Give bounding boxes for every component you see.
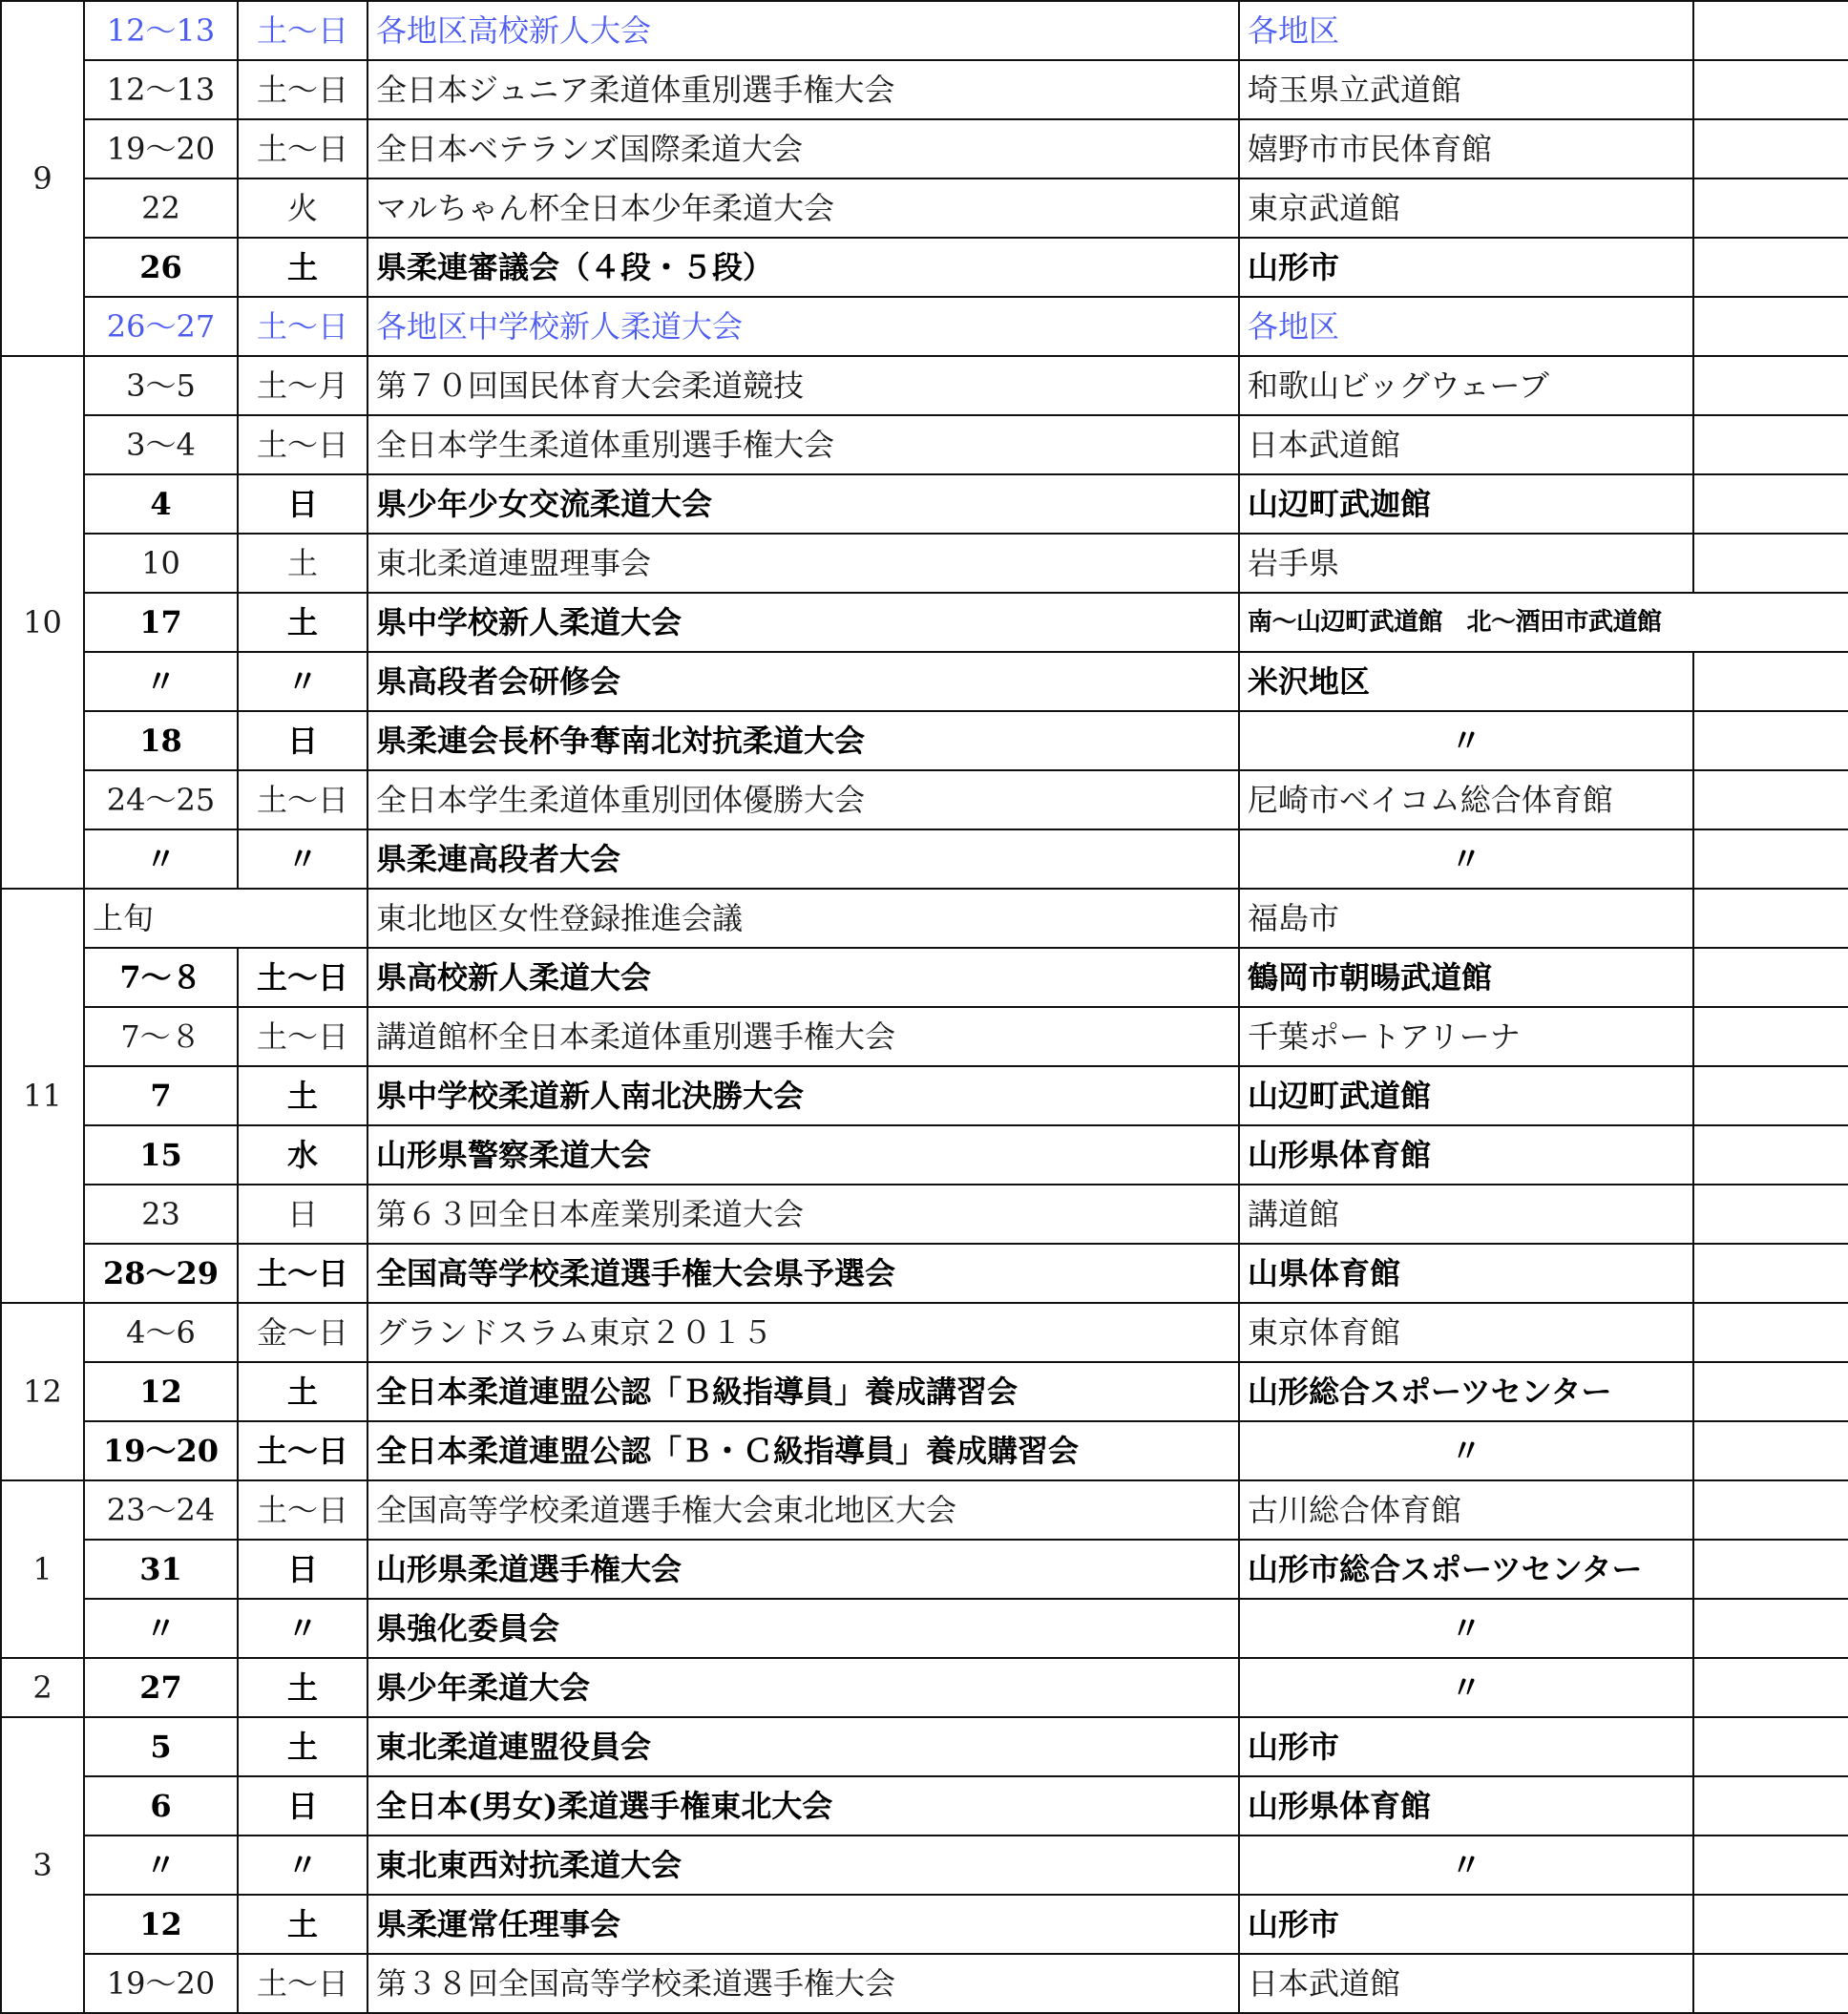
day-cell: 28～29: [84, 1244, 238, 1303]
day-cell: 3～4: [84, 415, 238, 474]
event-cell: 各地区中学校新人柔道大会: [368, 297, 1239, 356]
day-cell: 27: [84, 1658, 238, 1717]
venue-cell: 和歌山ビッグウェーブ: [1239, 356, 1693, 415]
event-cell: 県柔運常任理事会: [368, 1895, 1239, 1954]
notes-cell: [1693, 178, 1848, 238]
day-cell: 26～27: [84, 297, 238, 356]
event-cell: 県中学校新人柔道大会: [368, 593, 1239, 652]
notes-cell: [1693, 1540, 1848, 1599]
weekday-cell: 土: [238, 1658, 368, 1717]
schedule-row: [1, 297, 1848, 356]
venue-cell: 岩手県: [1239, 534, 1693, 593]
weekday-cell: 土: [238, 238, 368, 297]
schedule-row: [1, 1836, 1848, 1895]
weekday-cell: 土～日: [238, 1954, 368, 2013]
event-cell: 県中学校柔道新人南北決勝大会: [368, 1066, 1239, 1125]
day-cell: 17: [84, 593, 238, 652]
weekday-cell: 〃: [238, 1836, 368, 1895]
notes-cell: [1693, 770, 1848, 829]
weekday-cell: 日: [238, 1540, 368, 1599]
venue-cell: 山形市: [1239, 1895, 1693, 1954]
schedule-row: [1, 534, 1848, 593]
notes-cell: [1693, 415, 1848, 474]
notes-cell: [1693, 889, 1848, 948]
notes-cell: [1693, 1125, 1848, 1185]
day-cell: 〃: [84, 652, 238, 711]
day-cell: 上旬: [84, 889, 368, 948]
venue-cell: 山形県体育館: [1239, 1125, 1693, 1185]
month-cell: 2: [1, 1658, 84, 1717]
weekday-cell: 土～日: [238, 1480, 368, 1540]
notes-cell: [1693, 948, 1848, 1007]
event-cell: 全日本学生柔道体重別団体優勝大会: [368, 770, 1239, 829]
event-cell: 第３８回全国高等学校柔道選手権大会: [368, 1954, 1239, 2013]
schedule-row: [1, 1480, 1848, 1540]
day-cell: 19～20: [84, 1954, 238, 2013]
event-cell: 東北柔道連盟理事会: [368, 534, 1239, 593]
schedule-row: [1, 1954, 1848, 2013]
notes-cell: [1693, 474, 1848, 534]
day-cell: 7～８: [84, 1007, 238, 1066]
event-cell: 県高段者会研修会: [368, 652, 1239, 711]
venue-cell: 〃: [1239, 1658, 1693, 1717]
venue-cell: 尼崎市ベイコム総合体育館: [1239, 770, 1693, 829]
event-cell: 県強化委員会: [368, 1599, 1239, 1658]
notes-cell: [1693, 1244, 1848, 1303]
venue-cell: 東京武道館: [1239, 178, 1693, 238]
schedule-row: [1, 1776, 1848, 1836]
notes-cell: [1693, 1954, 1848, 2013]
event-cell: 県柔連高段者大会: [368, 829, 1239, 889]
day-cell: 24～25: [84, 770, 238, 829]
event-cell: 講道館杯全日本柔道体重別選手権大会: [368, 1007, 1239, 1066]
day-cell: 31: [84, 1540, 238, 1599]
day-cell: 4～6: [84, 1303, 238, 1362]
day-cell: 10: [84, 534, 238, 593]
venue-cell: 〃: [1239, 1421, 1693, 1480]
event-cell: 全国高等学校柔道選手権大会東北地区大会: [368, 1480, 1239, 1540]
weekday-cell: 〃: [238, 829, 368, 889]
weekday-cell: 土: [238, 593, 368, 652]
venue-cell: 鶴岡市朝暘武道館: [1239, 948, 1693, 1007]
weekday-cell: 土: [238, 534, 368, 593]
weekday-cell: 水: [238, 1125, 368, 1185]
notes-cell: [1693, 1, 1848, 60]
schedule-row: [1, 770, 1848, 829]
weekday-cell: 土～日: [238, 297, 368, 356]
schedule-row: [1, 119, 1848, 178]
event-cell: 県少年柔道大会: [368, 1658, 1239, 1717]
schedule-body: [1, 1, 1848, 2013]
schedule-row: [1, 1717, 1848, 1776]
notes-cell: [1693, 1717, 1848, 1776]
month-cell: 3: [1, 1717, 84, 2013]
event-cell: 山形県警察柔道大会: [368, 1125, 1239, 1185]
schedule-row: [1, 829, 1848, 889]
venue-cell: 福島市: [1239, 889, 1693, 948]
day-cell: 19～20: [84, 119, 238, 178]
venue-cell: 山形市総合スポーツセンター: [1239, 1540, 1693, 1599]
notes-cell: [1693, 1658, 1848, 1717]
notes-cell: [1693, 534, 1848, 593]
weekday-cell: 土～日: [238, 1421, 368, 1480]
schedule-row: [1, 1421, 1848, 1480]
schedule-row: [1, 1658, 1848, 1717]
day-cell: 18: [84, 711, 238, 770]
weekday-cell: 金～日: [238, 1303, 368, 1362]
day-cell: 4: [84, 474, 238, 534]
weekday-cell: 日: [238, 1185, 368, 1244]
day-cell: 12～13: [84, 60, 238, 119]
weekday-cell: 土～月: [238, 356, 368, 415]
event-cell: 全日本学生柔道体重別選手権大会: [368, 415, 1239, 474]
notes-cell: [1693, 238, 1848, 297]
weekday-cell: 土～日: [238, 948, 368, 1007]
event-cell: 全日本柔道連盟公認「Ｂ級指導員」養成講習会: [368, 1362, 1239, 1421]
month-cell: 11: [1, 889, 84, 1303]
event-cell: 山形県柔道選手権大会: [368, 1540, 1239, 1599]
schedule-row: [1, 1540, 1848, 1599]
venue-cell: 山形総合スポーツセンター: [1239, 1362, 1693, 1421]
schedule-row: [1, 415, 1848, 474]
schedule-row: [1, 711, 1848, 770]
event-cell: 県高校新人柔道大会: [368, 948, 1239, 1007]
day-cell: 23～24: [84, 1480, 238, 1540]
venue-cell: 東京体育館: [1239, 1303, 1693, 1362]
event-cell: 県柔連審議会（４段・５段）: [368, 238, 1239, 297]
weekday-cell: 日: [238, 1776, 368, 1836]
schedule-row: [1, 60, 1848, 119]
venue-cell: 各地区: [1239, 1, 1693, 60]
weekday-cell: 土～日: [238, 60, 368, 119]
venue-cell: 山形県体育館: [1239, 1776, 1693, 1836]
notes-cell: [1693, 1303, 1848, 1362]
schedule-row: [1, 1362, 1848, 1421]
schedule-row: [1, 1895, 1848, 1954]
venue-cell: 日本武道館: [1239, 1954, 1693, 2013]
venue-cell: 日本武道館: [1239, 415, 1693, 474]
notes-cell: [1693, 119, 1848, 178]
venue-cell: 各地区: [1239, 297, 1693, 356]
weekday-cell: 土: [238, 1895, 368, 1954]
venue-cell: 南～山辺町武道館 北～酒田市武道館: [1239, 593, 1848, 652]
event-cell: 第６３回全日本産業別柔道大会: [368, 1185, 1239, 1244]
notes-cell: [1693, 652, 1848, 711]
event-cell: 東北柔道連盟役員会: [368, 1717, 1239, 1776]
weekday-cell: 日: [238, 474, 368, 534]
notes-cell: [1693, 1066, 1848, 1125]
day-cell: 12: [84, 1895, 238, 1954]
venue-cell: 〃: [1239, 1599, 1693, 1658]
day-cell: 22: [84, 178, 238, 238]
weekday-cell: 土: [238, 1362, 368, 1421]
day-cell: 15: [84, 1125, 238, 1185]
day-cell: 12～13: [84, 1, 238, 60]
notes-cell: [1693, 829, 1848, 889]
schedule-row: [1, 1007, 1848, 1066]
weekday-cell: 土～日: [238, 119, 368, 178]
notes-cell: [1693, 1421, 1848, 1480]
month-cell: 10: [1, 356, 84, 889]
schedule-row: [1, 238, 1848, 297]
day-cell: 23: [84, 1185, 238, 1244]
schedule-row: [1, 1125, 1848, 1185]
event-cell: 県柔連会長杯争奪南北対抗柔道大会: [368, 711, 1239, 770]
weekday-cell: 〃: [238, 1599, 368, 1658]
month-cell: 12: [1, 1303, 84, 1480]
venue-cell: 埼玉県立武道館: [1239, 60, 1693, 119]
notes-cell: [1693, 1776, 1848, 1836]
day-cell: 3～5: [84, 356, 238, 415]
event-cell: 県少年少女交流柔道大会: [368, 474, 1239, 534]
day-cell: 〃: [84, 829, 238, 889]
venue-cell: 嬉野市市民体育館: [1239, 119, 1693, 178]
venue-cell: 山辺町武道館: [1239, 1066, 1693, 1125]
month-cell: 1: [1, 1480, 84, 1658]
schedule-row: [1, 356, 1848, 415]
venue-cell: 山形市: [1239, 238, 1693, 297]
event-cell: 東北東西対抗柔道大会: [368, 1836, 1239, 1895]
weekday-cell: 火: [238, 178, 368, 238]
schedule-row: [1, 1, 1848, 60]
schedule-row: [1, 652, 1848, 711]
weekday-cell: 日: [238, 711, 368, 770]
weekday-cell: 〃: [238, 652, 368, 711]
event-cell: 東北地区女性登録推進会議: [368, 889, 1239, 948]
weekday-cell: 土～日: [238, 1007, 368, 1066]
schedule-row: [1, 474, 1848, 534]
notes-cell: [1693, 711, 1848, 770]
day-cell: 26: [84, 238, 238, 297]
schedule-row: [1, 178, 1848, 238]
event-cell: 全国高等学校柔道選手権大会県予選会: [368, 1244, 1239, 1303]
month-cell: 9: [1, 1, 84, 356]
schedule-row: [1, 1066, 1848, 1125]
weekday-cell: 土: [238, 1717, 368, 1776]
event-cell: 第７０回国民体育大会柔道競技: [368, 356, 1239, 415]
notes-cell: [1693, 1599, 1848, 1658]
schedule-row: [1, 1185, 1848, 1244]
event-cell: マルちゃん杯全日本少年柔道大会: [368, 178, 1239, 238]
notes-cell: [1693, 1895, 1848, 1954]
weekday-cell: 土～日: [238, 770, 368, 829]
weekday-cell: 土～日: [238, 1, 368, 60]
event-cell: グランドスラム東京２０１５: [368, 1303, 1239, 1362]
day-cell: 12: [84, 1362, 238, 1421]
notes-cell: [1693, 356, 1848, 415]
event-cell: 全日本ベテランズ国際柔道大会: [368, 119, 1239, 178]
venue-cell: 山辺町武迦館: [1239, 474, 1693, 534]
schedule-row: [1, 1244, 1848, 1303]
venue-cell: 古川総合体育館: [1239, 1480, 1693, 1540]
day-cell: 〃: [84, 1836, 238, 1895]
event-cell: 各地区高校新人大会: [368, 1, 1239, 60]
schedule-row: [1, 593, 1848, 652]
notes-cell: [1693, 1836, 1848, 1895]
notes-cell: [1693, 297, 1848, 356]
schedule-row: [1, 1303, 1848, 1362]
day-cell: 6: [84, 1776, 238, 1836]
day-cell: 5: [84, 1717, 238, 1776]
venue-cell: 山形市: [1239, 1717, 1693, 1776]
day-cell: 7～８: [84, 948, 238, 1007]
venue-cell: 千葉ポートアリーナ: [1239, 1007, 1693, 1066]
notes-cell: [1693, 1007, 1848, 1066]
venue-cell: 米沢地区: [1239, 652, 1693, 711]
event-cell: 全日本ジュニア柔道体重別選手権大会: [368, 60, 1239, 119]
event-cell: 全日本柔道連盟公認「Ｂ・Ｃ級指導員」養成購習会: [368, 1421, 1239, 1480]
weekday-cell: 土～日: [238, 415, 368, 474]
day-cell: 19～20: [84, 1421, 238, 1480]
venue-cell: 〃: [1239, 829, 1693, 889]
notes-cell: [1693, 1480, 1848, 1540]
schedule-row: [1, 1599, 1848, 1658]
day-cell: 7: [84, 1066, 238, 1125]
event-cell: 全日本(男女)柔道選手権東北大会: [368, 1776, 1239, 1836]
schedule-row: [1, 889, 1848, 948]
venue-cell: 講道館: [1239, 1185, 1693, 1244]
weekday-cell: 土: [238, 1066, 368, 1125]
notes-cell: [1693, 60, 1848, 119]
venue-cell: 〃: [1239, 1836, 1693, 1895]
notes-cell: [1693, 1185, 1848, 1244]
notes-cell: [1693, 1362, 1848, 1421]
venue-cell: 山県体育館: [1239, 1244, 1693, 1303]
venue-cell: 〃: [1239, 711, 1693, 770]
day-cell: 〃: [84, 1599, 238, 1658]
weekday-cell: 土～日: [238, 1244, 368, 1303]
schedule-row: [1, 948, 1848, 1007]
